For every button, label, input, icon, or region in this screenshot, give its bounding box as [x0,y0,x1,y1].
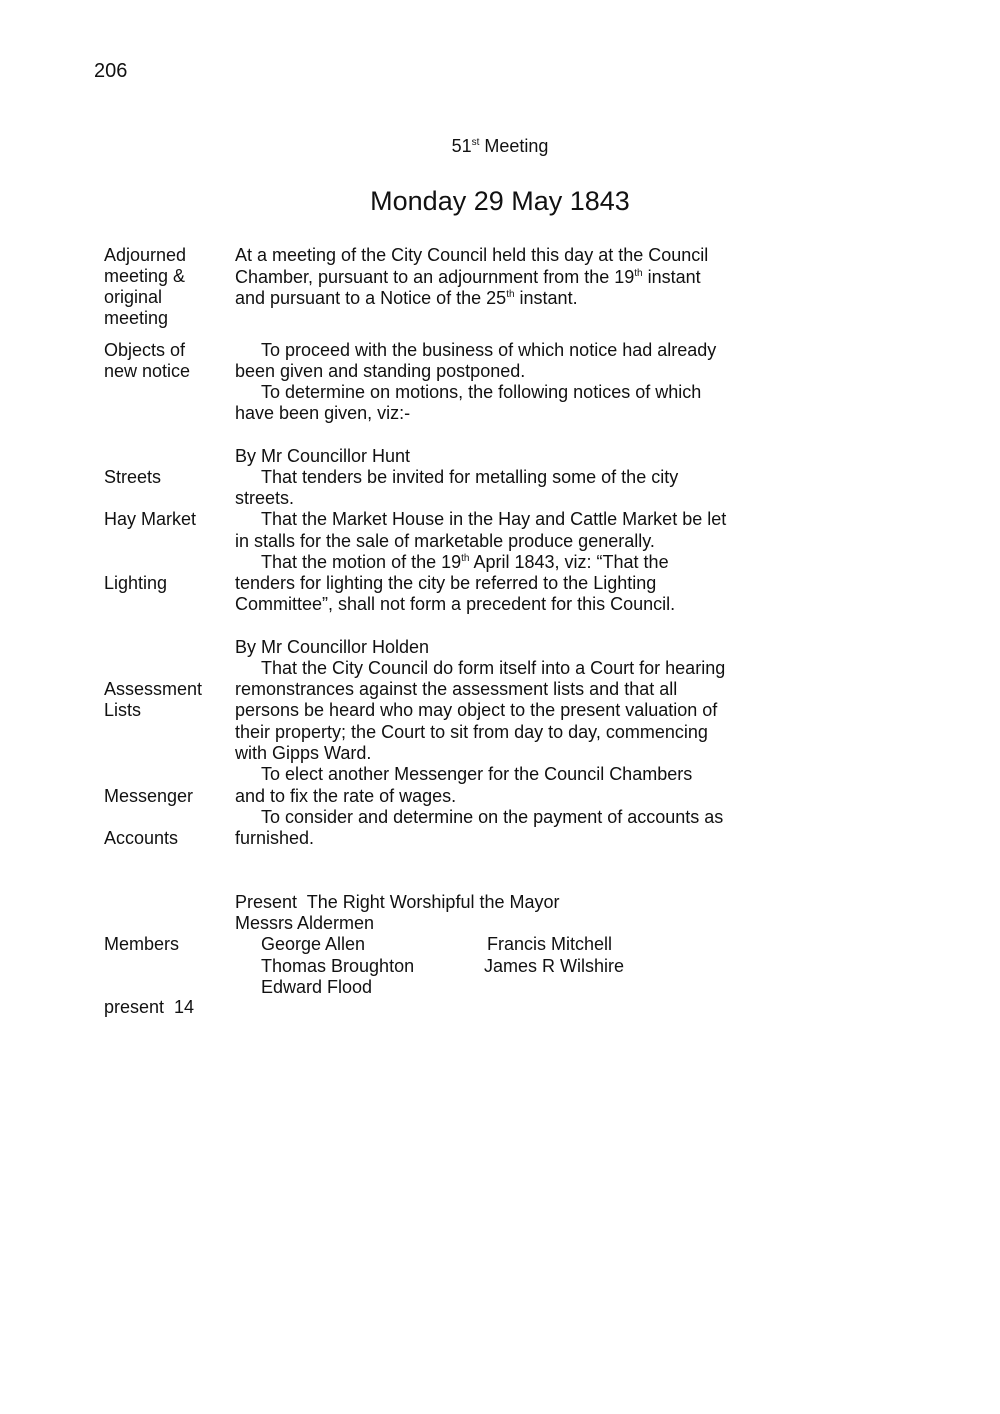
page-number: 206 [94,60,128,82]
meeting-ordinal: 51 [451,136,472,156]
margin-note-streets: Streets [104,467,162,487]
margin-note-objects [104,340,190,382]
margin-note-line: Lists [104,700,142,720]
alderman-name: Francis Mitchell [487,934,613,954]
margin-note-line: Members [104,934,180,954]
hunt-streets-line: streets. [235,488,295,508]
objects-line: have been given, viz:- [235,403,411,423]
holden-accounts-line: To consider and determine on the payment of accounts as [261,807,724,827]
margin-note-assessment [104,679,202,721]
margin-note-members [104,892,194,1039]
margin-note-adjourned [104,245,186,329]
margin-note-hay-market: Hay Market [104,509,197,529]
margin-note-line: Adjourned [104,245,187,265]
meeting-label: Meeting [479,136,549,156]
holden-court-line: remonstrances against the assessment lists and that all [235,679,678,699]
alderman-name: Edward Flood [261,977,373,997]
holden-court-line: persons be heard who may object to the present valuation of [235,700,718,720]
margin-note-accounts: Accounts [104,828,179,848]
holden-heading: By Mr Councillor Holden [235,637,430,657]
margin-note-lighting: Lighting [104,573,168,593]
objects-line: To determine on motions, the following notices of which [261,382,702,402]
hunt-lighting-line: That the motion of the 19th April 1843, viz: “That the [261,552,669,572]
holden-court-line: That the City Council do form itself into a Court for hearing [261,658,726,678]
margin-note-line: present 14 [104,997,195,1017]
hunt-lighting-line: tenders for lighting the city be referred to the Lighting [235,573,657,593]
hunt-market-line: in stalls for the sale of marketable produce generally. [235,531,655,551]
intro-line: Chamber, pursuant to an adjournment from the 19th instant [235,267,701,287]
present-mayor: Present The Right Worshipful the Mayor [235,892,560,912]
date-heading: Monday 29 May 1843 [370,186,630,216]
margin-note-line: Assessment [104,679,203,699]
margin-note-messenger: Messenger [104,786,194,806]
hunt-lighting-line: Committee”, shall not form a precedent for this Council. [235,594,676,614]
objects-line: been given and standing postponed. [235,361,526,381]
holden-accounts-line: furnished. [235,828,315,848]
present-aldermen-heading: Messrs Aldermen [235,913,375,933]
objects-line: To proceed with the business of which notice had already [261,340,717,360]
holden-messenger-line: and to fix the rate of wages. [235,786,457,806]
hunt-streets-line: That tenders be invited for metalling some of the city [261,467,679,487]
meeting-number [0,136,1000,157]
hunt-market-line: That the Market House in the Hay and Cattle Market be let [261,509,727,529]
meeting-ordinal-suffix: st [471,137,480,148]
hunt-heading: By Mr Councillor Hunt [235,446,411,466]
intro-line: and pursuant to a Notice of the 25th instant. [235,288,578,308]
holden-messenger-line: To elect another Messenger for the Council Chambers [261,764,693,784]
margin-note-line: meeting [104,308,169,328]
holden-court-line: with Gipps Ward. [235,743,372,763]
alderman-name: Thomas Broughton [261,956,415,976]
holden-court-line: their property; the Court to sit from day to day, commencing [235,722,708,742]
margin-note-line: meeting & [104,266,186,286]
margin-note-line: new notice [104,361,191,381]
alderman-name: James R Wilshire [484,956,625,976]
margin-note-line: Objects of [104,340,186,360]
intro-line: At a meeting of the City Council held this day at the Council [235,245,709,265]
alderman-name: George Allen [261,934,366,954]
margin-note-line: original [104,287,163,307]
